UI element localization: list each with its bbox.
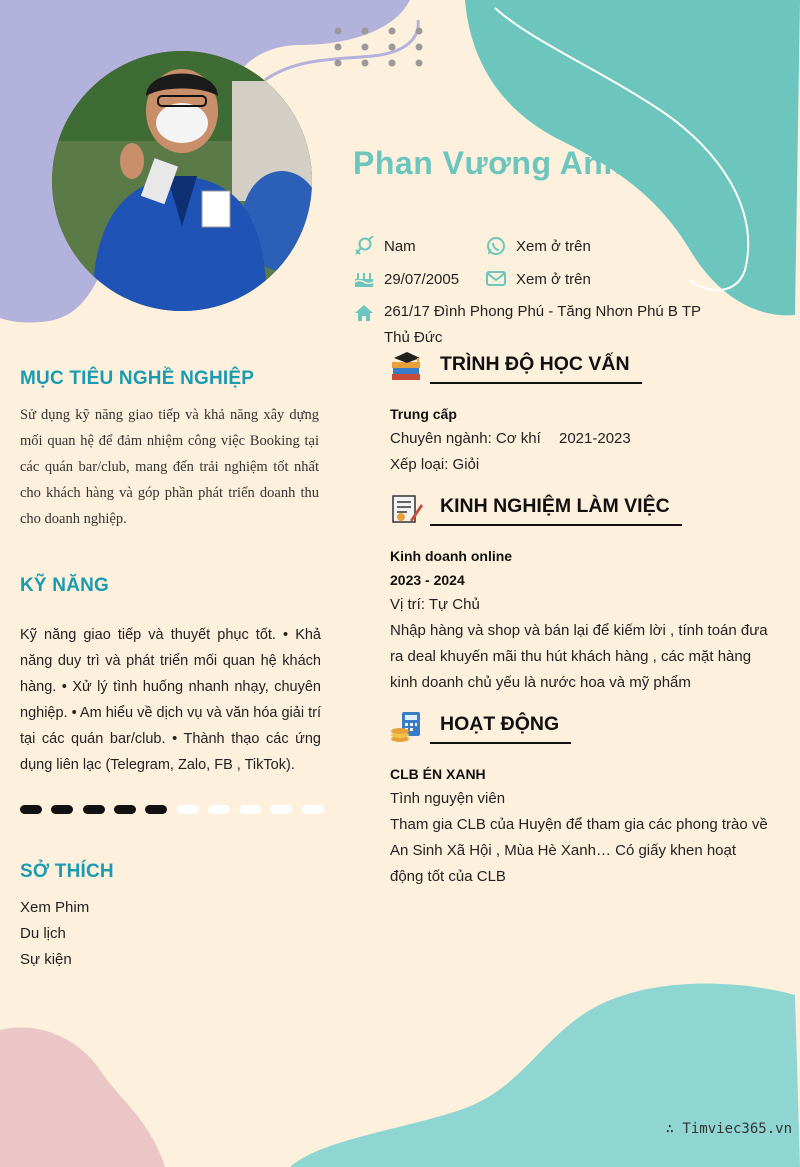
experience-description: Nhập hàng và shop và bán lại để kiếm lời , tính toán đưa ra deal khuyến mãi thu hút khách hàng , các mặt hàng kinh doanh chủ yếu là nước hoa và mỹ phẩm xyxy=(390,622,768,691)
education-grade: Xếp loại: Giỏi xyxy=(390,456,480,473)
skill-dash-empty xyxy=(177,805,199,814)
activities-description: Tham gia CLB của Huyện để tham gia các phong trào về An Sinh Xã Hội , Mùa Hè Xanh… Có giấy khen hoạt động tốt của CLB xyxy=(390,816,768,885)
hobby-item: Sự kiện xyxy=(20,951,72,968)
activities-header xyxy=(390,710,571,744)
birthday-value: 29/07/2005 xyxy=(384,270,460,288)
skill-dash-filled xyxy=(20,805,42,814)
education-period: 2021-2023 xyxy=(559,430,631,447)
education-title: TRÌNH ĐỘ HỌC VẤN xyxy=(430,353,642,384)
experience-position: Vị trí: Tự Chủ xyxy=(390,596,480,613)
email-row xyxy=(484,268,591,290)
education-major: Chuyên ngành: Cơ khí xyxy=(390,430,541,447)
skill-dash-filled xyxy=(114,805,136,814)
experience-company: Kinh doanh online xyxy=(390,548,513,564)
activities-role: Tình nguyện viên xyxy=(390,790,506,807)
activities-title: HOẠT ĐỘNG xyxy=(430,713,571,744)
phone-value: Xem ở trên xyxy=(516,237,591,255)
home-icon xyxy=(352,302,376,324)
experience-title: KINH NGHIỆM LÀM VIỆC xyxy=(430,495,682,526)
email-value: Xem ở trên xyxy=(516,270,591,288)
footer-brand: ∴ Timviec365.vn xyxy=(665,1121,792,1137)
skill-dash-filled xyxy=(145,805,167,814)
birthday-cake-icon xyxy=(352,268,376,290)
address-row xyxy=(352,302,712,351)
calculator-coins-icon xyxy=(390,710,424,744)
hobby-item: Du lịch xyxy=(20,925,66,942)
skills-title: KỸ NĂNG xyxy=(20,575,110,596)
gender-value: Nam xyxy=(384,237,416,255)
skills-text: Kỹ năng giao tiếp và thuyết phục tốt. • Khả năng duy trì và phát triển mối quan hệ khách hàng. • Xử lý tình huống nhanh nhạy, chuyên nghiệp. • Am hiểu về dịch vụ và văn hóa giải trí tại các quán bar/club. • Thành thạo các ứng dụng liên lạc (Telegram, Zalo, FB , TikTok). xyxy=(20,627,321,773)
email-icon xyxy=(484,268,508,290)
objective-text: Sử dụng kỹ năng giao tiếp và khả năng xây dựng mối quan hệ để đảm nhiệm công việc Booking tại các quán bar/club, mang đến trải nghiệm tốt nhất cho khách hàng và góp phần phát triển doanh thu cho doanh nghiệp. xyxy=(20,407,319,527)
skill-dash-empty xyxy=(208,805,230,814)
phone-row xyxy=(484,235,591,257)
address-value: 261/17 Đình Phong Phú - Tăng Nhơn Phú B TP Thủ Đức xyxy=(384,303,701,346)
graduation-books-icon xyxy=(390,350,424,384)
birthday-row xyxy=(352,268,459,290)
skill-dash-filled xyxy=(83,805,105,814)
whatsapp-icon xyxy=(484,235,508,257)
skill-dash-empty xyxy=(302,805,324,814)
hobby-item: Xem Phim xyxy=(20,899,90,916)
gender-icon xyxy=(352,235,376,257)
gender-row xyxy=(352,235,416,257)
profile-photo-illustration xyxy=(52,51,312,311)
experience-period: 2023 - 2024 xyxy=(390,572,465,588)
activities-org: CLB ÉN XANH xyxy=(390,766,486,782)
work-report-icon xyxy=(390,492,424,526)
education-header xyxy=(390,350,642,384)
profile-photo xyxy=(52,51,312,311)
candidate-name: Phan Vương Anh kiệt xyxy=(353,145,690,181)
objective-title: MỤC TIÊU NGHỀ NGHIỆP xyxy=(20,368,255,389)
skill-dash-empty xyxy=(270,805,292,814)
experience-header xyxy=(390,492,682,526)
hobbies-list xyxy=(20,895,89,973)
skill-dash-empty xyxy=(239,805,261,814)
hobbies-title: SỞ THÍCH xyxy=(20,861,114,882)
education-school: Trung cấp xyxy=(390,406,457,422)
skill-dash-filled xyxy=(51,805,73,814)
